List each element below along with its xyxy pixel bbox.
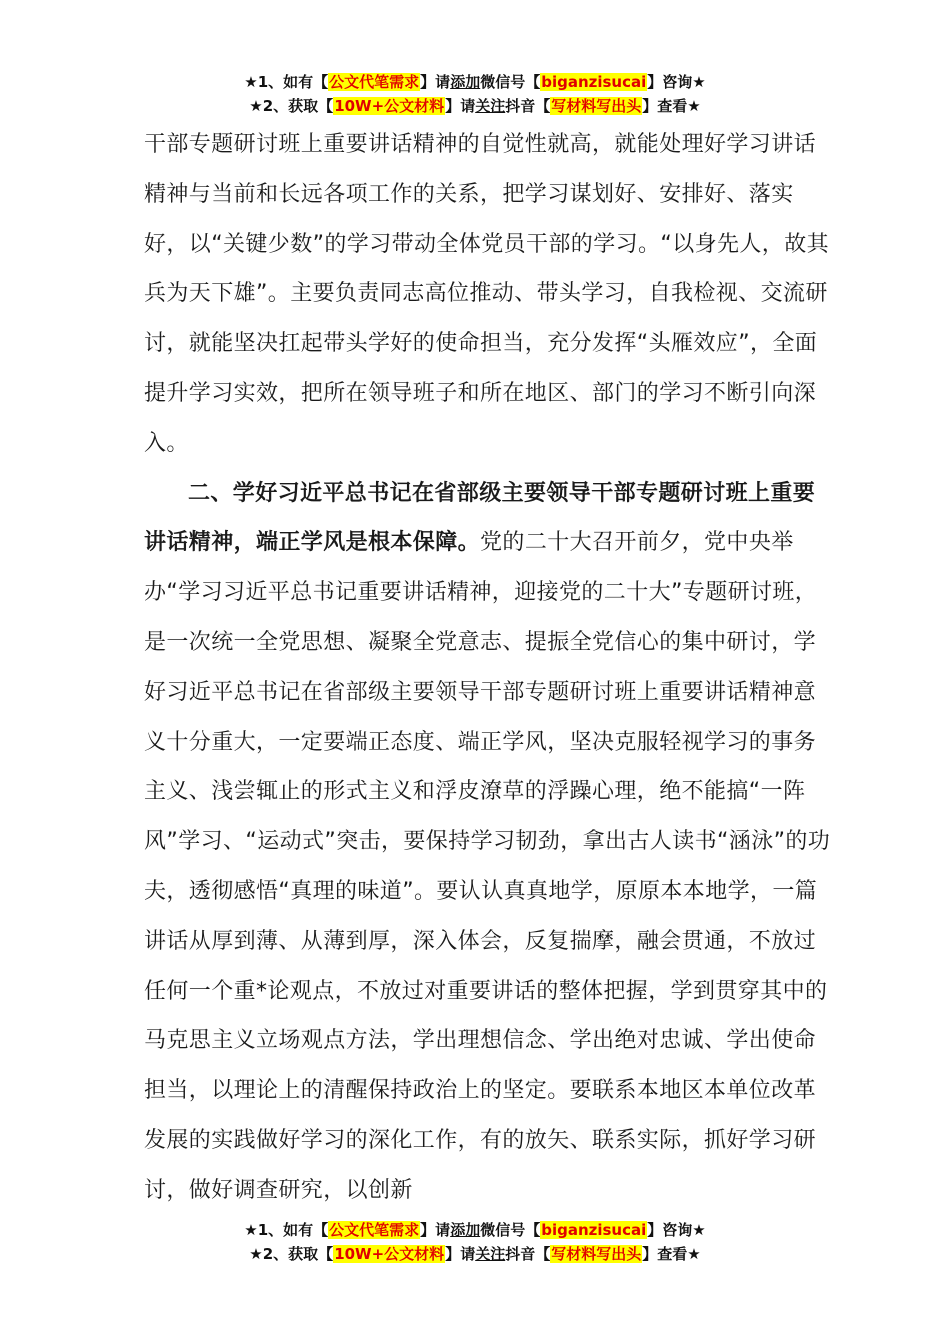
- highlight-materials: 10W+公文材料: [334, 97, 445, 115]
- paragraph-2-text: 党的二十大召开前夕，党中央举办“学习习近平总书记重要讲话精神，迎接党的二十大”专题研讨班，是一次统一全党思想、凝聚全党意志、提振全党信心的集中研讨，学好习近平总书记在省部级主要领导干部专题研讨班上重要讲话精神意义十分重大，一定要端正态度、端正学风，坚决克服轻视学习的事务主义、浅尝辄止的形式主义和浮皮潦草的浮躁心理，绝不能搞“一阵风”学习、“运动式”突击，要保持学习韧劲，拿出古人读书“涵泳”的功夫，透彻感悟“真理的味道”。要认认真真地学，原原本本地学，一篇讲话从厚到薄、从薄到厚，深入体会，反复揣摩，融会贯通，不放过任何一个重*论观点，不放过对重要讲话的整体把握，学到贯穿其中的马克思主义立场观点方法，学出理想信念、学出绝对忠诚、学出使命担当，以理论上的清醒保持政治上的坚定。要联系本地区本单位改革发展的实践做好学习的深化工作，有的放矢、联系实际，抓好学习研讨，做好调查研究，以创新: [144, 530, 831, 1203]
- banner-text: 】查看★: [642, 1245, 701, 1263]
- highlight-douyin-account: 写材料写出头: [551, 1245, 642, 1263]
- underlined-add: 添加: [450, 73, 481, 91]
- header-banner: [0, 70, 950, 118]
- paragraph-1: 干部专题研讨班上重要讲话精神的自觉性就高，就能处理好学习讲话精神与当前和长远各项工作的关系，把学习谋划好、安排好、落实好，以“关键少数”的学习带动全体党员干部的学习。“以身先人，故其兵为天下雄”。主要负责同志高位推动、带头学习，自我检视、交流研讨，就能坚决扛起带头学好的使命担当，充分发挥“头雁效应”，全面提升学习实效，把所在领导班子和所在地区、部门的学习不断引向深入。: [144, 132, 829, 456]
- banner-text: ★2、获取【: [249, 1245, 334, 1263]
- banner-text: 】请: [445, 1245, 476, 1263]
- banner-line-1: [0, 70, 950, 94]
- banner-text: 微信号【: [480, 73, 541, 91]
- banner-text: ★1、如有【: [244, 73, 329, 91]
- highlight-service: 公文代笔需求: [329, 73, 420, 91]
- footer-banner: [0, 1218, 950, 1266]
- underlined-follow: 关注: [475, 1245, 506, 1263]
- document-body: [144, 120, 834, 1216]
- paragraph-2: [144, 469, 834, 1216]
- highlight-wechat-id: biganzisucai: [541, 73, 647, 91]
- banner-text: 微信号【: [480, 1221, 541, 1239]
- banner-text: 】咨询★: [647, 73, 706, 91]
- highlight-service: 公文代笔需求: [329, 1221, 420, 1239]
- section-heading: 二、学好习近平总书记在省部级主要领导干部专题研讨班上重要讲话精神，端正学风是根本保障。: [144, 480, 816, 556]
- banner-text: ★1、如有【: [244, 1221, 329, 1239]
- banner-text: 】请: [420, 1221, 451, 1239]
- banner-line-1: [0, 1218, 950, 1242]
- banner-text: ★2、获取【: [249, 97, 334, 115]
- highlight-douyin-account: 写材料写出头: [551, 97, 642, 115]
- underlined-follow: 关注: [475, 97, 506, 115]
- banner-line-2: [0, 1242, 950, 1266]
- highlight-materials: 10W+公文材料: [334, 1245, 445, 1263]
- banner-text: 】请: [420, 73, 451, 91]
- banner-text: 】咨询★: [647, 1221, 706, 1239]
- underlined-add: 添加: [450, 1221, 481, 1239]
- banner-text: 抖音【: [505, 97, 551, 115]
- highlight-wechat-id: biganzisucai: [541, 1221, 647, 1239]
- banner-text: 抖音【: [505, 1245, 551, 1263]
- banner-text: 】请: [445, 97, 476, 115]
- banner-line-2: [0, 94, 950, 118]
- banner-text: 】查看★: [642, 97, 701, 115]
